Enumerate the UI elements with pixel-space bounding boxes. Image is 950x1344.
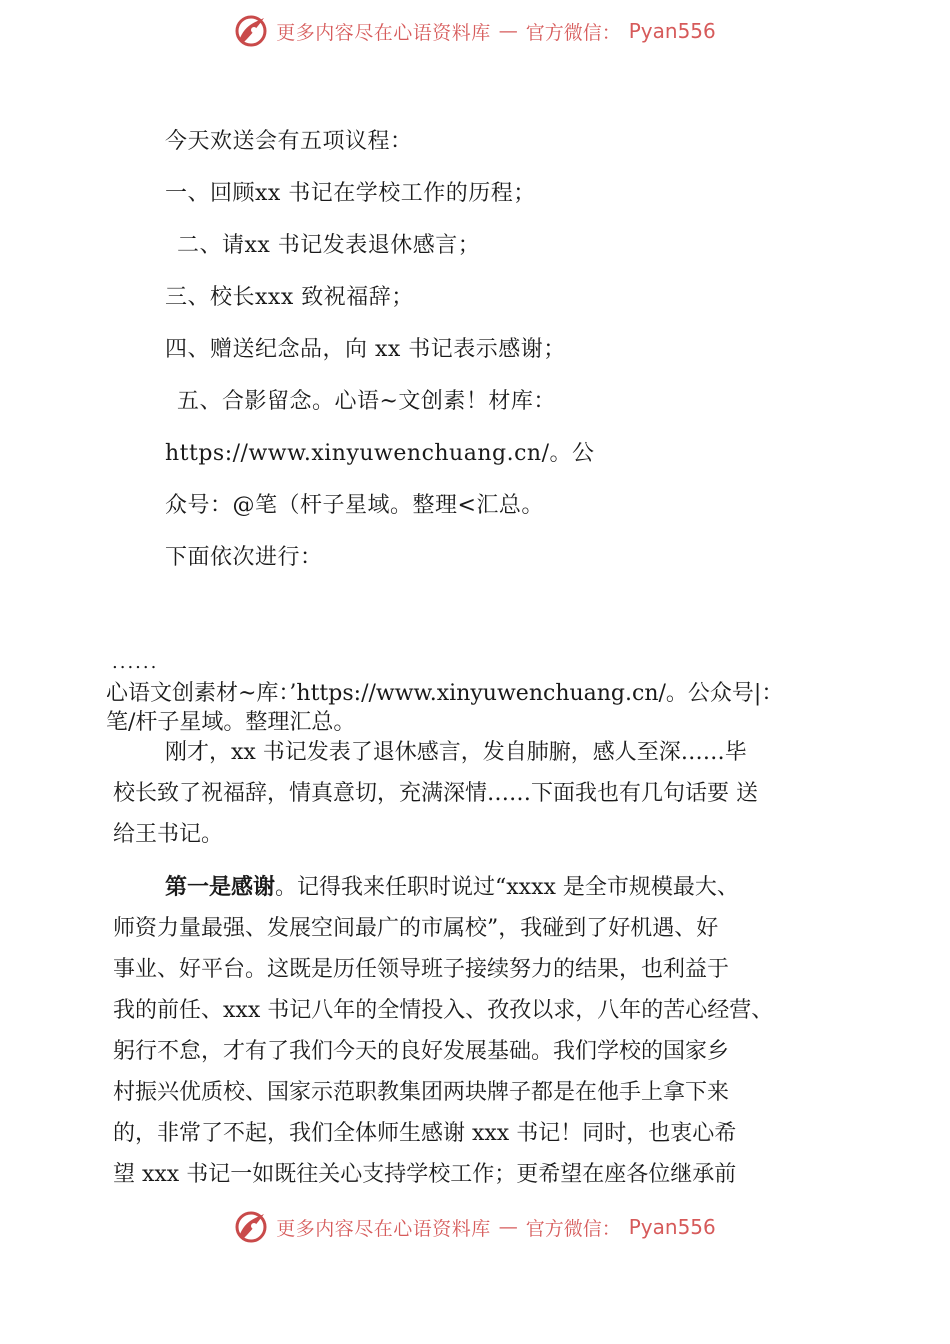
banner-wechat-id: Pyan556 <box>628 19 716 43</box>
paragraph-2-first-text: 。记得我来任职时说过“xxxx 是全市规模最大、 <box>275 875 739 900</box>
paragraph-2-line <box>113 867 848 908</box>
paragraph-2-line: 村振兴优质校、国家示范职教集团两块牌子都是在他手上拿下来 <box>113 1080 730 1105</box>
paragraph-2-line: 的，非常了不起，我们全体师生感谢 xxx 书记！同时，也衷心希 <box>113 1121 737 1146</box>
logo-icon <box>234 1210 268 1244</box>
agenda-url-line: https://www.xinyuwenchuang.cn/。公 <box>165 441 595 466</box>
banner-wechat-id: Pyan556 <box>628 1215 716 1239</box>
banner-text: 更多内容尽在心语资料库 <box>276 21 491 44</box>
agenda-closing: 下面依次进行： <box>165 545 323 570</box>
paragraph-2-line: 望 xxx 书记一如既往关心支持学校工作；更希望在座各位继承前 <box>113 1162 737 1187</box>
footer-banner <box>0 1210 950 1244</box>
paragraph-2-line: 事业、好平台。这既是历任领导班子接续努力的结果，也利益于 <box>113 957 730 982</box>
paragraph-1-line: 刚才，xx 书记发表了退休感言，发自肺腑，感人至深……毕 <box>165 740 747 765</box>
banner-separator: — <box>498 1216 518 1238</box>
header-banner <box>0 14 950 48</box>
source-note-line1: 心语文创素材~库：’https://www.xinyuwenchuang.cn/。公众号|： <box>106 681 784 706</box>
agenda-list <box>165 126 865 594</box>
paragraph-1 <box>113 732 848 855</box>
agenda-item-2: 二、请xx 书记发表退休感言； <box>177 233 481 258</box>
agenda-account-line: 众号：@笔（杆子星域。整理<汇总。 <box>165 493 544 518</box>
paragraph-2 <box>113 867 848 1195</box>
banner-text: 更多内容尽在心语资料库 <box>276 1217 491 1240</box>
agenda-item-4: 四、赠送纪念品，向 xx 书记表示感谢； <box>165 337 566 362</box>
paragraph-2-heading: 第一是感谢 <box>165 875 276 900</box>
banner-separator: — <box>498 20 518 42</box>
source-note-line2: 笔/杆子星域。整理汇总。 <box>106 710 356 735</box>
paragraph-2-line: 躬行不怠，才有了我们今天的良好发展基础。我们学校的国家乡 <box>113 1039 730 1064</box>
paragraph-2-line: 师资力量最强、发展空间最广的市属校”，我碰到了好机遇、好 <box>113 916 719 941</box>
banner-wechat-label: 官方微信： <box>525 1217 621 1240</box>
paragraph-2-line: 我的前任、xxx 书记八年的全情投入、孜孜以求，八年的苦心经营、 <box>113 998 774 1023</box>
agenda-item-1: 一、回顾xx 书记在学校工作的历程； <box>165 181 536 206</box>
agenda-item-5: 五、合影留念。心语~文创素！材库： <box>177 389 556 414</box>
banner-wechat-label: 官方微信： <box>525 21 621 44</box>
paragraph-1-line: 给王书记。 <box>113 822 224 847</box>
paragraph-1-line: 校长致了祝福辞，情真意切，充满深情……下面我也有几句话要 送 <box>113 781 758 806</box>
agenda-item-3: 三、校长xxx 致祝福辞； <box>165 285 414 310</box>
agenda-intro: 今天欢送会有五项议程： <box>165 129 413 154</box>
logo-icon <box>234 14 268 48</box>
ellipsis-dots: ...... <box>112 652 159 673</box>
